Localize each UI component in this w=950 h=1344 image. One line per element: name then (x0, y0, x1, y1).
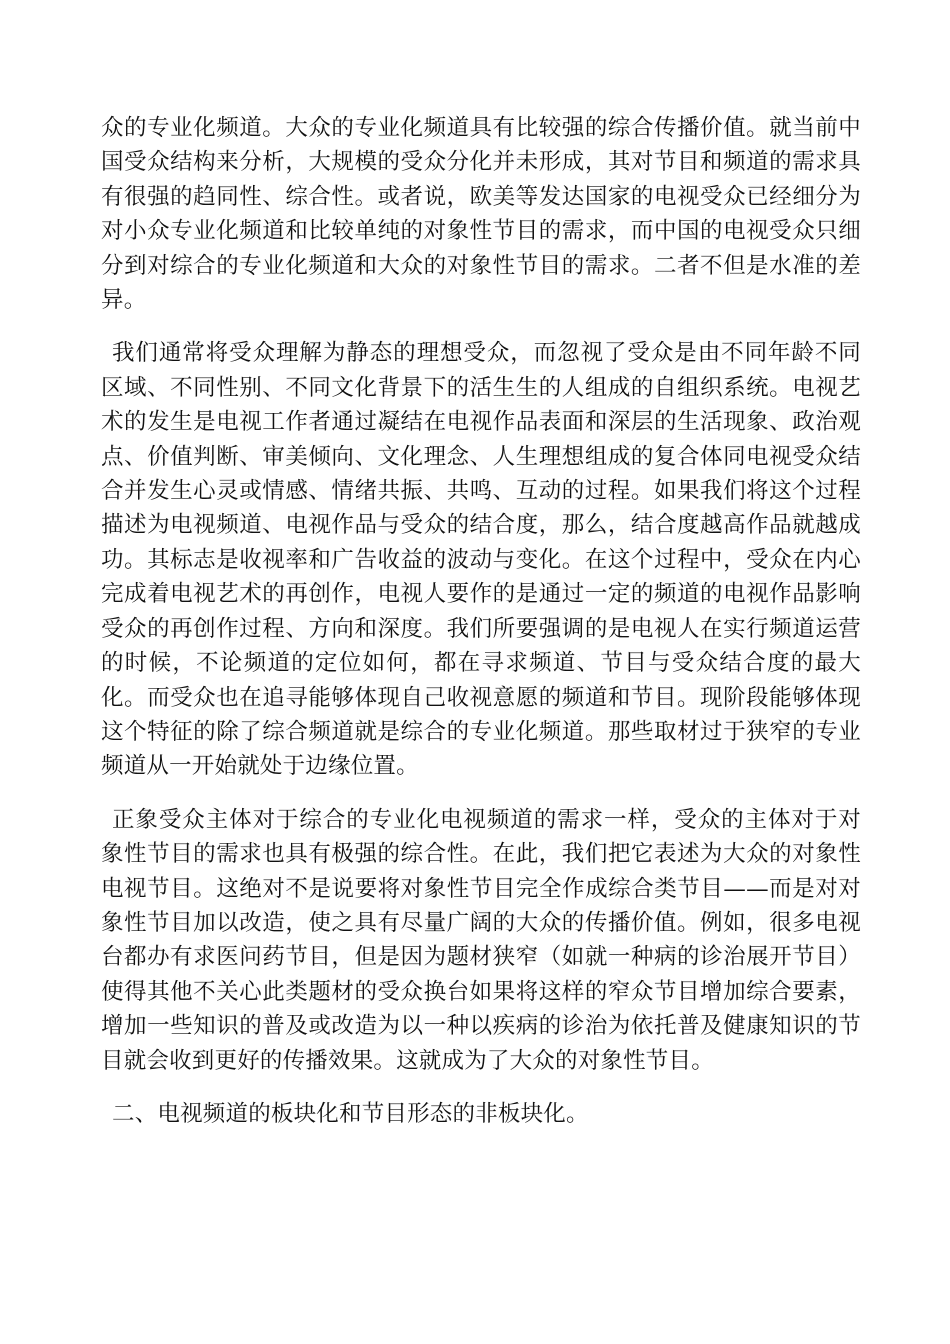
paragraph-3: 正象受众主体对于综合的专业化电视频道的需求一样，受众的主体对于对象性节目的需求也具有极强的综合性。在此，我们把它表述为大众的对象性电视节目。这绝对不是说要将对象性节目完全作成综合类节目——而是对对象性节目加以改造，使之具有尽量广阔的大众的传播价值。例如，很多电视台都办有求医问药节目，但是因为题材狭窄（如就一种病的诊治展开节目）使得其他不关心此类题材的受众换台如果将这样的窄众节目增加综合要素，增加一些知识的普及或改造为以一种以疾病的诊治为依托普及健康知识的节目就会收到更好的传播效果。这就成为了大众的对象性节目。 (101, 806, 861, 1074)
document-body (101, 111, 861, 1131)
section-heading: 二、电视频道的板块化和节目形态的非板块化。 (112, 1100, 589, 1127)
paragraph-1: 众的专业化频道。大众的专业化频道具有比较强的综合传播价值。就当前中国受众结构来分析，大规模的受众分化并未形成，其对节目和频道的需求具有很强的趋同性、综合性。或者说，欧美等发达国家的电视受众已经细分为对小众专业化频道和比较单纯的对象性节目的需求，而中国的电视受众只细分到对综合的专业化频道和大众的对象性节目的需求。二者不但是水准的差异。 (101, 115, 861, 314)
paragraph-2: 我们通常将受众理解为静态的理想受众，而忽视了受众是由不同年龄不同区域、不同性别、不同文化背景下的活生生的人组成的自组织系统。电视艺术的发生是电视工作者通过凝结在电视作品表面和深层的生活现象、政治观点、价值判断、审美倾向、文化理念、人生理想组成的复合体同电视受众结合并发生心灵或情感、情绪共振、共鸣、互动的过程。如果我们将这个过程描述为电视频道、电视作品与受众的结合度，那么，结合度越高作品就越成功。其标志是收视率和广告收益的波动与变化。在这个过程中，受众在内心完成着电视艺术的再创作，电视人要作的是通过一定的频道的电视作品影响受众的再创作过程、方向和深度。我们所要强调的是电视人在实行频道运营的时候，不论频道的定位如何，都在寻求频道、节目与受众结合度的最大化。而受众也在追寻能够体现自己收视意愿的频道和节目。现阶段能够体现这个特征的除了综合频道就是综合的专业化频道。那些取材过于狭窄的专业频道从一开始就处于边缘位置。 (101, 340, 861, 780)
